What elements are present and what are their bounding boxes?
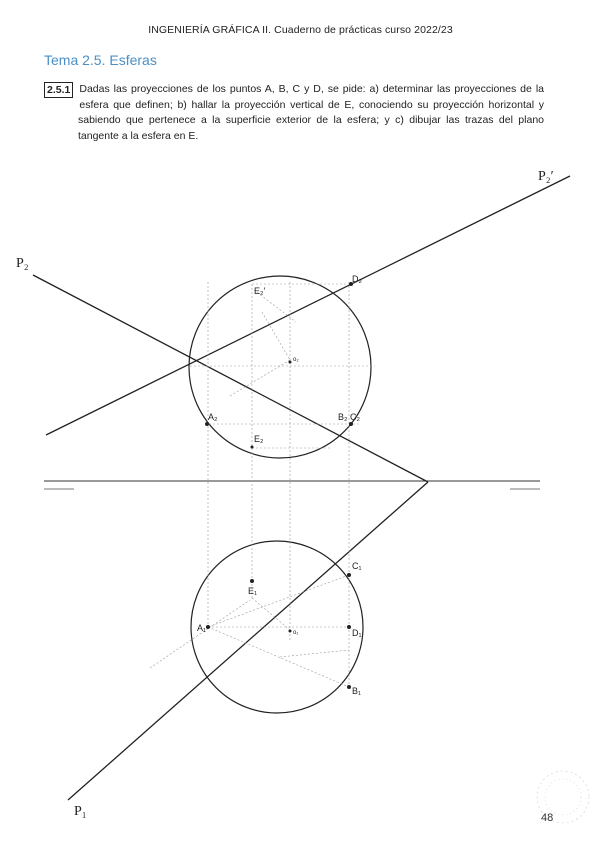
point-d1 — [347, 625, 351, 629]
trace-p2 — [33, 275, 428, 482]
exercise-number: 2.5.1 — [44, 82, 73, 98]
label-p1: P₁ — [74, 804, 87, 819]
label-p2-prime: P₂′ — [538, 169, 554, 184]
label-o1: o₁ — [293, 630, 299, 636]
label-o2: o₂ — [293, 357, 299, 363]
point-c1 — [347, 573, 351, 577]
plane-traces — [33, 176, 570, 800]
point-b2c2 — [349, 422, 353, 426]
sphere-vertical-projection — [189, 276, 371, 458]
point-b1 — [347, 685, 351, 689]
exercise-text: Dadas las proyecciones de los puntos A, B, C y D, se pide: a) determinar las proyecciones de la esfera que definen; b) hallar la proyección vertical de E, conociendo su proyección horizontal y sabiendo que pertenece a la superficie exterior de la esfera; y c) dibujar las trazas del plano tangente a la esfera en E. — [78, 83, 544, 142]
label-p2: P₂ — [16, 256, 29, 271]
page-number: 48 — [541, 812, 554, 824]
label-b2c2: B₂ C₂ — [338, 412, 360, 422]
point-e1 — [250, 579, 254, 583]
point-o1 — [289, 630, 292, 633]
label-a2: A₂ — [208, 412, 218, 422]
trace-p1 — [68, 482, 428, 800]
point-a1 — [206, 625, 210, 629]
label-b1: B₁ — [352, 686, 362, 696]
ground-line — [44, 481, 540, 489]
document-header: INGENIERÍA GRÁFICA II. Cuaderno de prácticas curso 2022/23 — [148, 24, 453, 36]
point-o2 — [289, 361, 292, 364]
section-title: Tema 2.5. Esferas — [44, 52, 157, 68]
label-e2-prime: E₂′ — [254, 286, 266, 296]
point-e2 — [251, 446, 254, 449]
point-a2 — [205, 422, 209, 426]
label-d2: D₂ — [352, 274, 362, 284]
label-c1: C₁ — [352, 561, 362, 571]
label-a1: A₁ — [197, 623, 207, 633]
label-e1: E₁ — [248, 586, 258, 596]
projection-points — [205, 282, 353, 689]
trace-p2-prime — [46, 176, 570, 435]
label-d1: D₁ — [352, 628, 362, 638]
label-e2: E₂ — [254, 434, 264, 444]
